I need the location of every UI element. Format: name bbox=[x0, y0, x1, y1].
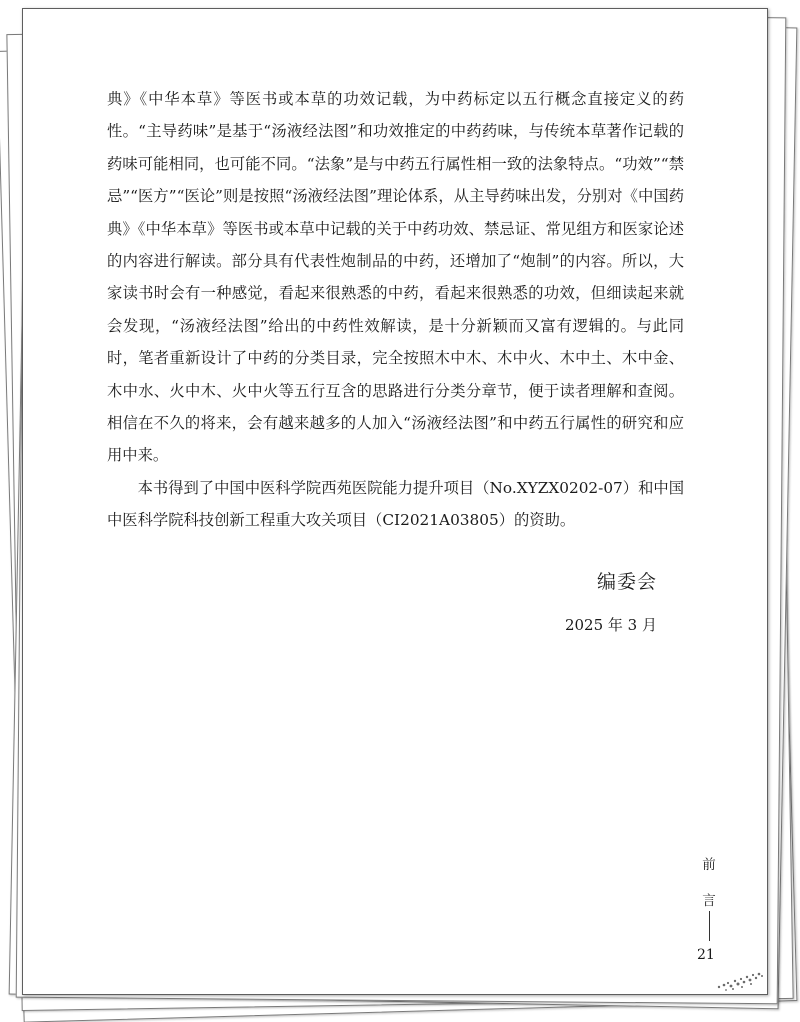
section-label-char-2: 言 bbox=[702, 893, 716, 909]
signature-date: 2025 年 3 月 bbox=[564, 616, 657, 634]
paragraph-1: 典》《中华本草》等医书或本草的功效记载，为中药标定以五行概念直接定义的药性。“主导药味”是基于“汤液经法图”和功效推定的中药药味，与传统本草著作记载的药味可能相同，也可能不同。“法象”是与中药五行属性相一致的法象特点。“功效”“禁忌”“医方”“医论”则是按照“汤液经法图”理论体系，从主导药味出发，分别对《中国药典》《中华本草》等医书或本草中记载的关于中药功效、禁忌证、常见组方和医家论述的内容进行解读。部分具有代表性炮制品的中药，还增加了“炮制”的内容。所以，大家读书时会有一种感觉，看起来很熟悉的中药，看起来很熟悉的功效，但细读起来就会发现，“汤液经法图”给出的中药性效解读，是十分新颖而又富有逻辑的。与此同时，笔者重新设计了中药的分类目录，完全按照木中木、木中火、木中土、木中金、木中水、火中木、火中火等五行互含的思路进行分类分章节，便于读者理解和查阅。相信在不久的将来，会有越来越多的人加入“汤液经法图”和中药五行属性的研究和应用中来。 bbox=[107, 90, 684, 465]
section-label bbox=[699, 847, 719, 919]
page-number: 21 bbox=[697, 947, 715, 963]
section-divider bbox=[709, 911, 710, 941]
preface-body bbox=[107, 83, 684, 537]
decorative-dots-icon bbox=[715, 967, 765, 993]
document-page bbox=[22, 8, 768, 995]
section-label-char-1: 前 bbox=[702, 857, 716, 873]
signature-editorial-board: 编委会 bbox=[596, 571, 657, 593]
paragraph-2: 本书得到了中国中医科学院西苑医院能力提升项目（No.XYZX0202-07）和中国中医科学院科技创新工程重大攻关项目（CI2021A03805）的资助。 bbox=[107, 478, 684, 530]
